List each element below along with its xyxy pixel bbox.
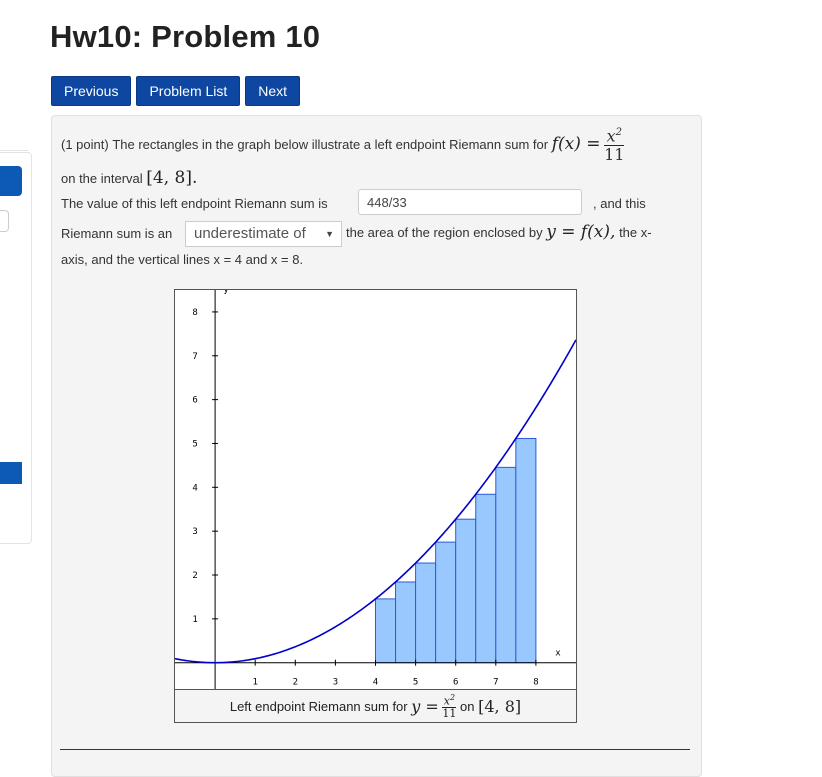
estimate-math: y = f(x), [546,222,616,242]
interval-prefix: on the interval [61,171,143,186]
caption-fraction: $\frac{x^2}{11}$ [442,692,457,721]
problem-intro [61,124,624,164]
riemann-graph [174,289,577,690]
interval-line [61,168,197,188]
problem-list-button[interactable]: Problem List [136,76,240,106]
y-axis-label: y [223,290,229,296]
riemann-rectangle-6 [476,494,496,662]
y-tick-label: 6 [192,395,198,406]
sidebar-tab-secondary[interactable] [0,210,9,232]
page-title: Hw10: Problem 10 [50,19,321,54]
sidebar-tab-active[interactable] [0,462,22,484]
y-tick-label: 3 [192,527,198,538]
riemann-rectangle-7 [496,467,516,662]
intro-text: The rectangles in the graph below illustrate a left endpoint Riemann sum for [112,136,549,152]
riemann-rectangle-4 [436,542,456,663]
last-line: axis, and the vertical lines x = 4 and x = 8. [61,252,304,267]
riemann-sum-answer-input[interactable] [358,189,582,215]
riemann-rectangle-2 [396,582,416,663]
caption-on: on [460,698,475,714]
riemann-rectangle-8 [516,438,536,662]
points-label: (1 point) [61,136,109,152]
estimate-prefix: Riemann sum is an [61,226,173,241]
y-tick-label: 8 [192,307,198,318]
function-fraction: $\frac{x^2}{11}$ [604,124,624,164]
estimate-suffix: the area of the region enclosed by y = f(x), the x- [346,222,652,242]
divider [60,749,690,750]
y-tick-label: 1 [192,614,198,625]
value-suffix: , and this [593,196,646,211]
problem-nav [51,76,300,106]
y-tick-label: 5 [192,439,198,450]
previous-button[interactable]: Previous [51,76,131,106]
chevron-down-icon: ▼ [325,229,334,239]
x-tick-label: 7 [493,677,499,688]
riemann-rectangle-5 [456,519,476,663]
x-tick-label: 8 [533,677,539,688]
value-prefix: The value of this left endpoint Riemann sum is [61,196,328,211]
sidebar-tab[interactable] [0,166,22,196]
x-tick-label: 3 [332,677,339,688]
x-tick-label: 5 [412,677,419,688]
caption-interval: [4, 8] [478,696,522,716]
x-axis-label: x [555,648,561,659]
interval-math: [4, 8]. [146,168,198,188]
function-lhs: f(x) = [551,134,601,155]
riemann-rectangle-1 [376,599,396,663]
x-tick-label: 4 [372,677,379,688]
x-tick-label: 2 [292,677,299,688]
caption-text: Left endpoint Riemann sum for [229,698,408,714]
x-tick-label: 6 [452,677,459,688]
riemann-rectangle-3 [416,563,436,663]
y-tick-label: 2 [192,571,198,581]
estimate-select[interactable] [185,221,342,247]
x-tick-label: 1 [252,677,258,688]
graph-caption [174,690,577,723]
graph-svg [175,290,576,689]
y-tick-label: 4 [192,483,198,494]
estimate-selected-value: underestimate of [194,225,306,242]
sidebar-divider [0,150,28,151]
caption-math: y = [411,696,439,716]
next-button[interactable]: Next [245,76,300,106]
y-tick-label: 7 [192,351,198,362]
